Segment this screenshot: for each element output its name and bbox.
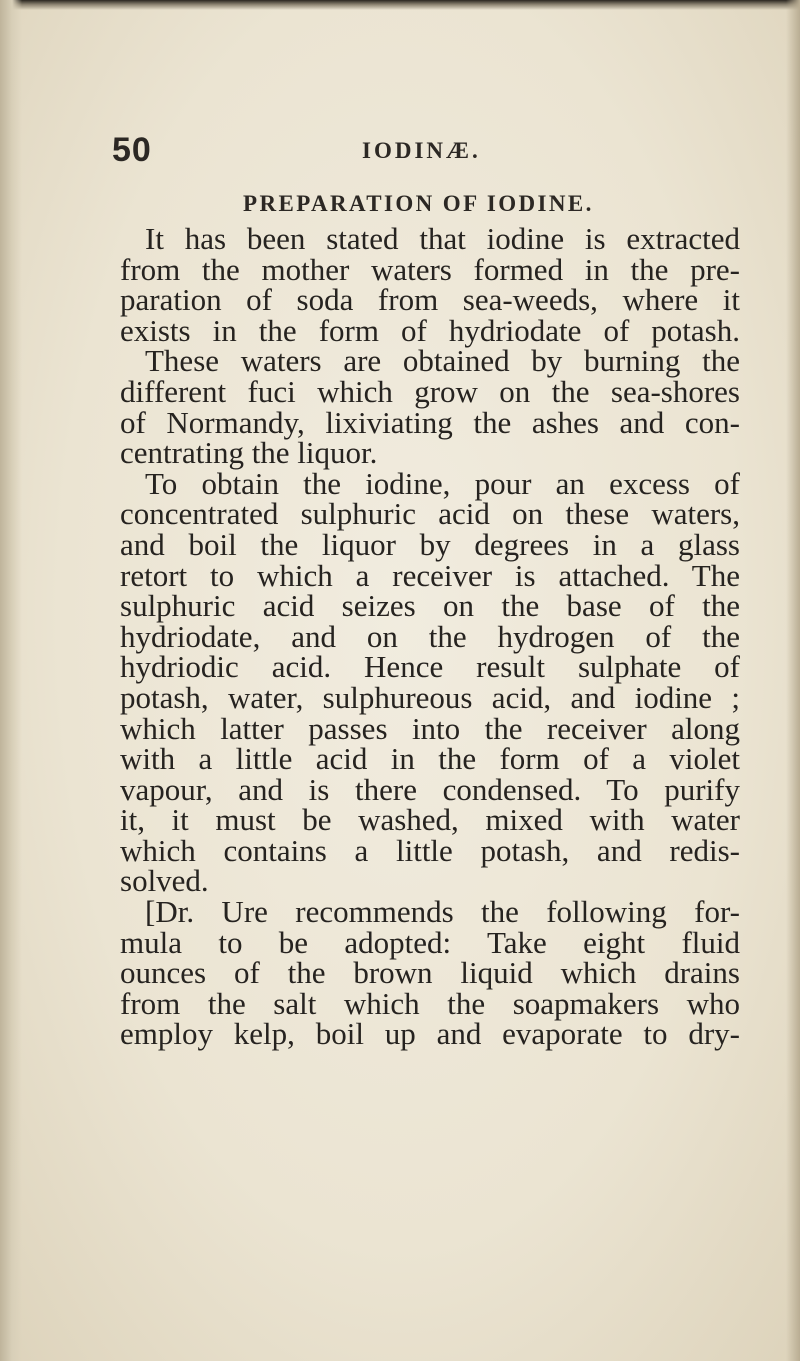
body-text bbox=[120, 221, 740, 1052]
page-number: 50 bbox=[112, 131, 152, 169]
text-line: which contains a little potash, and redis- bbox=[120, 832, 740, 868]
text-line: hydriodate, and on the hydrogen of the bbox=[120, 618, 740, 654]
text-line: it, it must be washed, mixed with water bbox=[120, 802, 740, 838]
page-gutter-shadow bbox=[0, 0, 22, 1361]
text-line: solved. bbox=[120, 863, 209, 899]
page-edge-shadow bbox=[786, 0, 800, 1361]
text-line: These waters are obtained by burning the bbox=[145, 343, 740, 379]
text-line: vapour, and is there condensed. To purify bbox=[120, 771, 740, 807]
text-line: different fuci which grow on the sea-shores bbox=[120, 373, 740, 409]
text-line: retort to which a receiver is attached. The bbox=[120, 557, 740, 593]
text-line: mula to be adopted: Take eight fluid bbox=[120, 924, 740, 960]
text-line: exists in the form of hydriodate of potash. bbox=[120, 312, 740, 348]
text-line: hydriodic acid. Hence result sulphate of bbox=[120, 649, 740, 685]
text-line: It has been stated that iodine is extracted bbox=[145, 221, 740, 256]
text-line: of Normandy, lixiviating the ashes and con- bbox=[120, 404, 740, 440]
text-line: centrating the liquor. bbox=[120, 435, 378, 471]
text-line: from the salt which the soapmakers who bbox=[120, 985, 740, 1021]
text-line: employ kelp, boil up and evaporate to dry- bbox=[120, 1016, 740, 1052]
page-top-shadow bbox=[0, 0, 800, 10]
text-line: paration of soda from sea-weeds, where it bbox=[120, 282, 740, 318]
text-line: sulphuric acid seizes on the base of the bbox=[120, 588, 740, 624]
text-line: concentrated sulphuric acid on these waters, bbox=[120, 496, 740, 532]
text-line: [Dr. Ure recommends the following for- bbox=[145, 894, 740, 930]
text-line: ounces of the brown liquid which drains bbox=[120, 955, 740, 991]
section-heading: PREPARATION OF IODINE. bbox=[243, 191, 594, 216]
text-line: and boil the liquor by degrees in a glass bbox=[120, 526, 740, 562]
text-line: potash, water, sulphureous acid, and iodine ; bbox=[120, 679, 740, 715]
text-line: with a little acid in the form of a violet bbox=[120, 741, 740, 777]
text-line: from the mother waters formed in the pre- bbox=[120, 251, 740, 287]
running-head: IODINÆ. bbox=[362, 138, 481, 163]
text-line: To obtain the iodine, pour an excess of bbox=[145, 465, 740, 501]
text-line: which latter passes into the receiver along bbox=[120, 710, 740, 746]
